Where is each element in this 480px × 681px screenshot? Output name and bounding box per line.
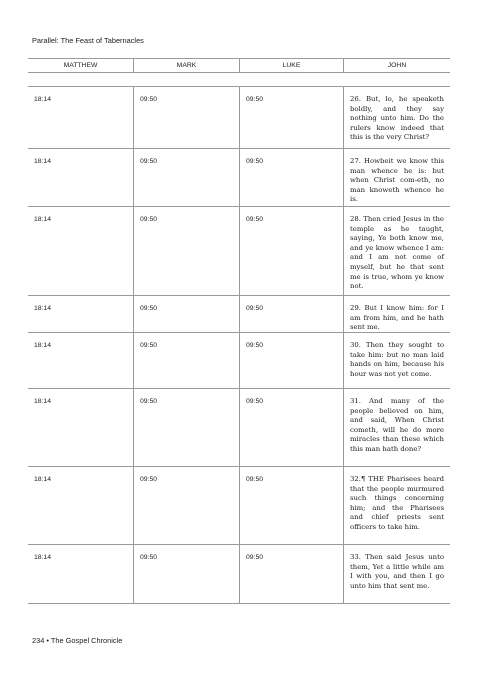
mark-cell: 09:50 [134, 296, 240, 332]
john-cell: 31. And many of the people believed on him, and said, When Christ cometh, will he do more miracles than these which this man hath done? [350, 397, 444, 453]
luke-cell: 09:50 [240, 149, 344, 206]
column-header-john: JOHN [387, 62, 407, 69]
matthew-cell: 18:14 [28, 333, 134, 388]
table-row [28, 545, 450, 604]
page-header: Parallel: The Feast of Tabernacles [32, 36, 144, 45]
mark-cell: 09:50 [134, 149, 240, 206]
luke-cell: 09:50 [240, 333, 344, 388]
luke-cell: 09:50 [240, 389, 344, 466]
table-row [28, 467, 450, 545]
john-cell: 33. Then said Jesus unto them, Yet a little while am I with you, and then I go unto him that sent me. [350, 553, 444, 590]
matthew-cell: 18:14 [28, 207, 134, 295]
matthew-cell: 18:14 [28, 296, 134, 332]
john-cell: 29. But I know him: for I am from him, and he hath sent me. [350, 304, 444, 332]
luke-cell: 09:50 [240, 296, 344, 332]
luke-cell: 09:50 [240, 467, 344, 544]
mark-cell: 09:50 [134, 467, 240, 544]
matthew-cell: 18:14 [28, 87, 134, 148]
table-row [28, 296, 450, 333]
matthew-cell: 18:14 [28, 467, 134, 544]
mark-cell: 09:50 [134, 389, 240, 466]
mark-cell: 09:50 [134, 545, 240, 603]
john-cell: 32.¶ THE Pharisees heard that the people murmured such things concerning him; and the Pharisees and chief priests sent officers to take him. [350, 475, 444, 531]
column-header-row [28, 58, 450, 73]
john-cell: 28. Then cried Jesus in the temple as he taught, saying, Ye both know me, and ye know whence I am: and I am not come of myself, but he that sent me is true, whom ye know not. [350, 215, 444, 291]
luke-cell: 09:50 [240, 545, 344, 603]
table-row [28, 87, 450, 149]
john-cell: 26. But, lo, he speaketh boldly, and they say nothing unto him. Do the rulers know indeed that this is the very Christ? [350, 95, 444, 142]
column-header-luke: LUKE [240, 59, 344, 72]
matthew-cell: 18:14 [28, 545, 134, 603]
mark-cell: 09:50 [134, 333, 240, 388]
mark-cell: 09:50 [134, 87, 240, 148]
table-row [28, 333, 450, 389]
mark-cell: 09:50 [134, 207, 240, 295]
parallel-table [28, 86, 450, 604]
matthew-cell: 18:14 [28, 149, 134, 206]
matthew-cell: 18:14 [28, 389, 134, 466]
john-cell: 27. Howbeit we know this man whence he is: but when Christ com-eth, no man knoweth whence he is. [350, 157, 444, 204]
table-row [28, 389, 450, 467]
table-row [28, 149, 450, 207]
column-header-matthew: MATTHEW [28, 59, 134, 72]
john-cell: 30. Then they sought to take him: but no man laid hands on him, because his hour was not yet come. [350, 341, 444, 378]
luke-cell: 09:50 [240, 87, 344, 148]
column-header-mark: MARK [134, 59, 240, 72]
luke-cell: 09:50 [240, 207, 344, 295]
page-footer: 234 • The Gospel Chronicle [32, 636, 123, 645]
table-row [28, 207, 450, 296]
